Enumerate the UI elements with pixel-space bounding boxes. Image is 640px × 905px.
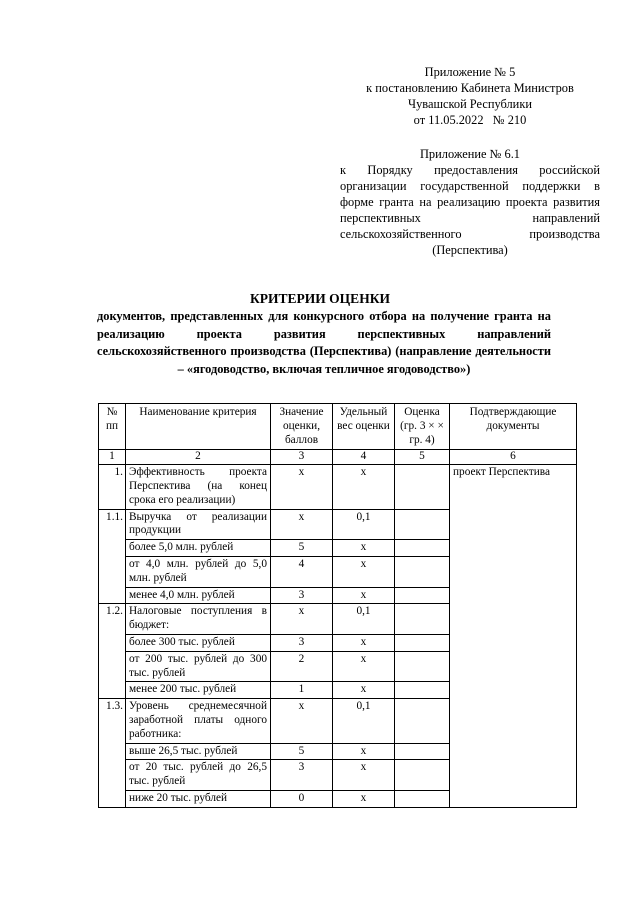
table-row [99, 651, 577, 682]
row-num [99, 760, 126, 791]
document-title: КРИТЕРИИ ОЦЕНКИ [250, 291, 390, 306]
row-name: выше 26,5 тыс. рублей [126, 743, 271, 760]
row-num [99, 743, 126, 760]
colnum: 3 [271, 450, 333, 465]
header-num: № пп [99, 404, 126, 450]
annex-1-line-4: от 11.05.2022 № 210 [413, 113, 527, 127]
row-num [99, 556, 126, 587]
table-row [99, 509, 577, 540]
table-row [99, 587, 577, 604]
table-row [99, 604, 577, 635]
criteria-table [98, 403, 577, 808]
row-docs [450, 682, 577, 699]
row-value: 5 [271, 540, 333, 557]
row-weight: 0,1 [333, 604, 395, 635]
row-num: 1.2. [99, 604, 126, 635]
row-weight: x [333, 760, 395, 791]
row-weight: x [333, 540, 395, 557]
row-name: менее 4,0 млн. рублей [126, 587, 271, 604]
row-score [395, 587, 450, 604]
row-score [395, 699, 450, 743]
header-name: Наименование критерия [126, 404, 271, 450]
table-header-row [99, 404, 577, 450]
row-docs [450, 587, 577, 604]
row-docs [450, 540, 577, 557]
row-docs [450, 509, 577, 540]
row-docs: проект Перспектива [450, 465, 577, 509]
table-row [99, 465, 577, 509]
row-name: Эффективность проекта Перспектива (на конец срока его реализации) [126, 465, 271, 509]
annex-1-line-3: Чувашской Республики [408, 97, 532, 111]
row-name: от 200 тыс. рублей до 300 тыс. рублей [126, 651, 271, 682]
row-name: более 300 тыс. рублей [126, 634, 271, 651]
row-score [395, 509, 450, 540]
row-docs [450, 556, 577, 587]
row-value: 3 [271, 760, 333, 791]
colnum: 4 [333, 450, 395, 465]
colnum: 1 [99, 450, 126, 465]
row-weight: x [333, 790, 395, 807]
row-weight: x [333, 743, 395, 760]
row-docs [450, 760, 577, 791]
row-docs [450, 651, 577, 682]
table-row [99, 634, 577, 651]
row-score [395, 790, 450, 807]
header-weight: Удельный вес оценки [333, 404, 395, 450]
header-score: Оценка (гр. 3 × × гр. 4) [395, 404, 450, 450]
row-name: более 5,0 млн. рублей [126, 540, 271, 557]
colnum: 2 [126, 450, 271, 465]
row-score [395, 634, 450, 651]
row-weight: x [333, 682, 395, 699]
row-value: x [271, 604, 333, 635]
row-value: 2 [271, 651, 333, 682]
header-docs: Подтверждающие документы [450, 404, 577, 450]
row-weight: x [333, 556, 395, 587]
row-score [395, 760, 450, 791]
row-docs [450, 790, 577, 807]
row-value: 5 [271, 743, 333, 760]
row-num: 1.3. [99, 699, 126, 743]
row-name: от 4,0 млн. рублей до 5,0 млн. рублей [126, 556, 271, 587]
annex-2-heading: Приложение № 6.1 [419, 147, 520, 161]
row-name: Уровень среднемесячной заработной платы одного работника: [126, 699, 271, 743]
row-weight: x [333, 634, 395, 651]
row-score [395, 465, 450, 509]
row-score [395, 651, 450, 682]
row-value: x [271, 699, 333, 743]
row-weight: x [333, 651, 395, 682]
row-docs [450, 699, 577, 743]
row-value: 4 [271, 556, 333, 587]
annex-1-line-2: к постановлению Кабинета Министров [366, 81, 574, 95]
row-name: ниже 20 тыс. рублей [126, 790, 271, 807]
row-weight: 0,1 [333, 699, 395, 743]
row-docs [450, 604, 577, 635]
colnum: 5 [395, 450, 450, 465]
table-row [99, 760, 577, 791]
row-num [99, 540, 126, 557]
row-value: 3 [271, 634, 333, 651]
row-score [395, 604, 450, 635]
row-num [99, 587, 126, 604]
row-value: x [271, 509, 333, 540]
row-value: 3 [271, 587, 333, 604]
row-num [99, 682, 126, 699]
colnum: 6 [450, 450, 577, 465]
table-row [99, 540, 577, 557]
row-weight: x [333, 465, 395, 509]
row-score [395, 540, 450, 557]
row-score [395, 556, 450, 587]
header-value: Значение оценки, баллов [271, 404, 333, 450]
row-value: x [271, 465, 333, 509]
table-row [99, 699, 577, 743]
row-score [395, 682, 450, 699]
row-name: Налоговые поступления в бюджет: [126, 604, 271, 635]
row-num [99, 651, 126, 682]
annex-1-block [340, 64, 600, 128]
row-value: 0 [271, 790, 333, 807]
row-num [99, 634, 126, 651]
row-num: 1.1. [99, 509, 126, 540]
annex-1-line-1: Приложение № 5 [424, 65, 516, 79]
row-weight: 0,1 [333, 509, 395, 540]
row-num [99, 790, 126, 807]
row-name: менее 200 тыс. рублей [126, 682, 271, 699]
row-score [395, 743, 450, 760]
table-row [99, 790, 577, 807]
row-name: от 20 тыс. рублей до 26,5 тыс. рублей [126, 760, 271, 791]
annex-2-body: к Порядку предоставления российской организации государственной поддержки в форме гранта на реализацию проекта развития перспективных направлений сельскохозяйственного производства (Перспектива) [340, 163, 600, 257]
row-value: 1 [271, 682, 333, 699]
table-row [99, 682, 577, 699]
table-row [99, 743, 577, 760]
column-number-row [99, 450, 577, 465]
document-subtitle: документов, представленных для конкурсного отбора на получение гранта на реализацию проекта развития перспективных направлений сельскохозяйственного производства (Перспектива) (направление деятельности – «ягодоводство, включая тепличное ягодоводство») [97, 309, 551, 376]
row-name: Выручка от реализации продукции [126, 509, 271, 540]
row-weight: x [333, 587, 395, 604]
row-docs [450, 743, 577, 760]
table-row [99, 556, 577, 587]
row-docs [450, 634, 577, 651]
row-num: 1. [99, 465, 126, 509]
